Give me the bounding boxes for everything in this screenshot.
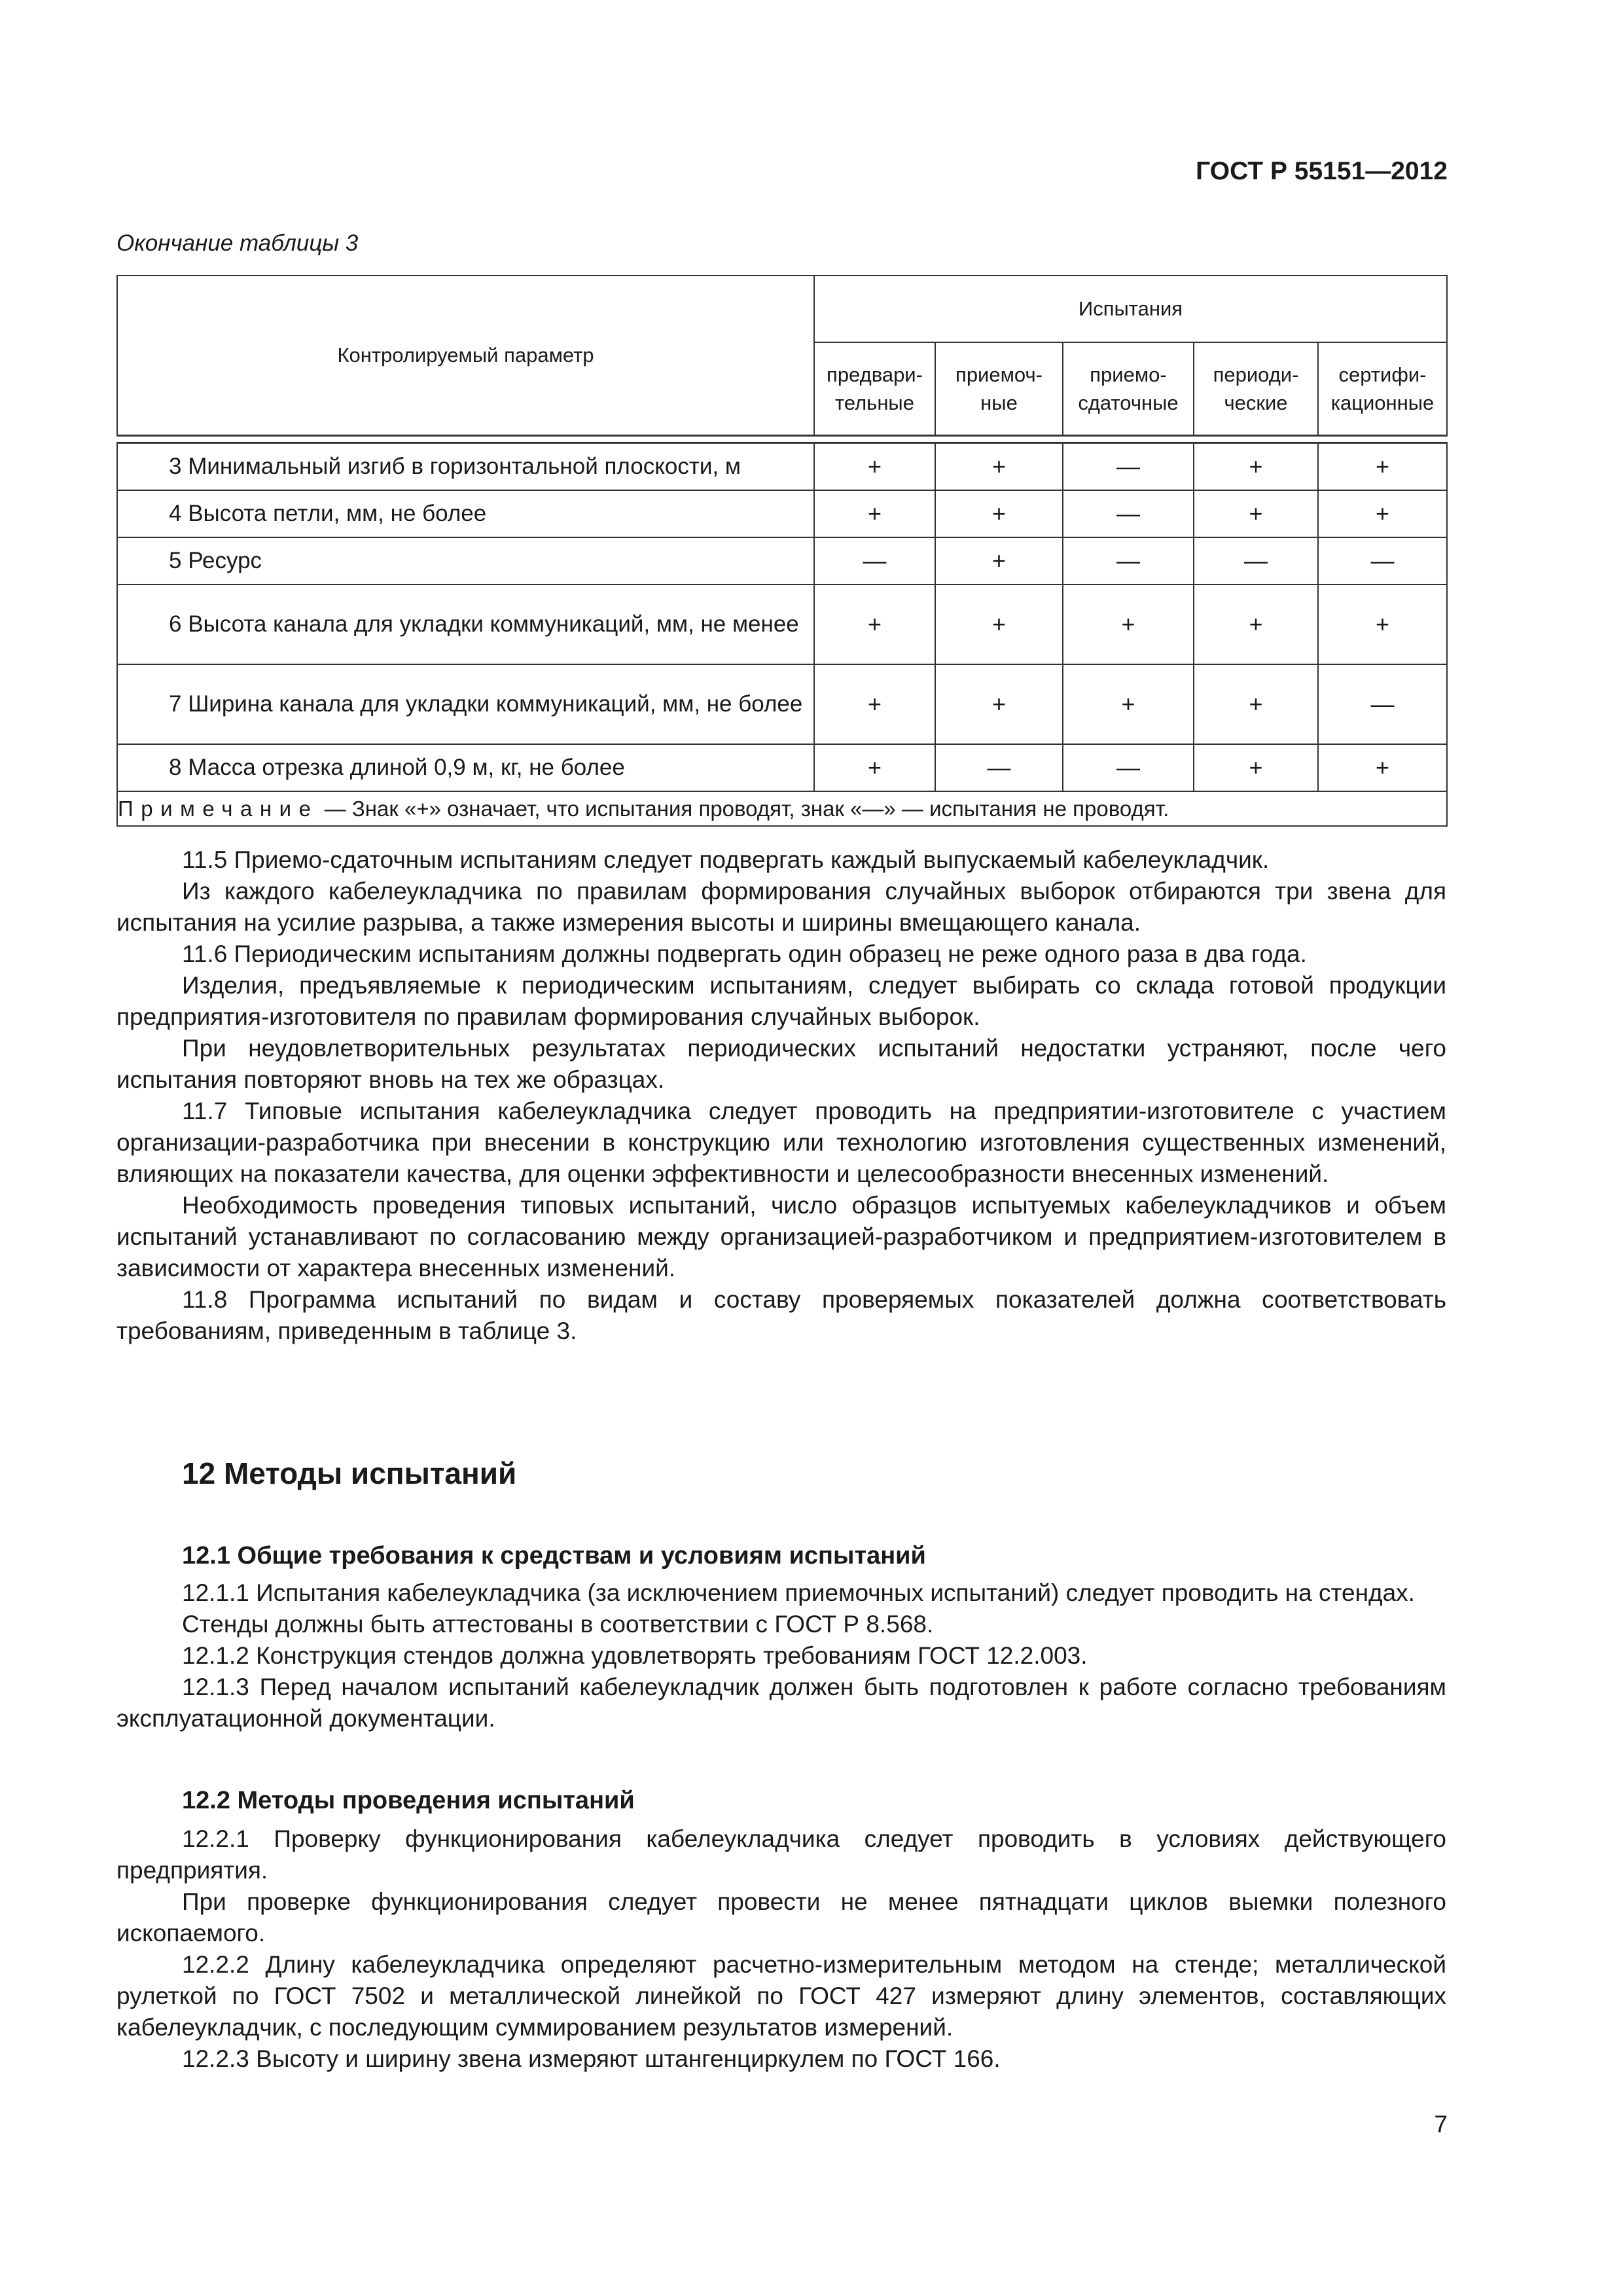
paragraph: 11.7 Типовые испытания кабелеукладчика следует проводить на предприятии-изготовителе с участием организации-разработчика при внесении в конструкцию или технологию изготовления существенных изменений, влияющих на показатели качества, для оценки эффективности и целесообразности внесенных изменений. — [116, 1098, 1446, 1187]
paragraph: Из каждого кабелеукладчика по правилам формирования случайных выборок отбираются три звена для испытания на усилие разрыва, а также измерения высоты и ширины вмещающего канала. — [116, 878, 1446, 936]
paragraph: 12.2.1 Проверку функционирования кабелеукладчика следует проводить в условиях действующего предприятия. — [116, 1825, 1446, 1884]
row-mark: — — [1194, 537, 1318, 584]
row-mark: + — [935, 584, 1063, 664]
table-row — [117, 490, 1447, 537]
paragraph: 11.6 Периодическим испытаниям должны подвергать один образец не реже одного раза в два года. — [182, 941, 1307, 967]
row-mark: + — [935, 443, 1063, 491]
header-preliminary: предвари- тельные — [814, 342, 935, 436]
table-row — [117, 584, 1447, 664]
header-certification: сертифи- кационные — [1318, 342, 1447, 436]
row-mark: + — [1194, 490, 1318, 537]
row-mark: + — [1063, 664, 1194, 744]
paragraph: 12.2.3 Высоту и ширину звена измеряют штангенциркулем по ГОСТ 166. — [182, 2045, 1001, 2072]
row-mark: + — [814, 664, 935, 744]
row-mark: + — [1063, 584, 1194, 664]
paragraph: Изделия, предъявляемые к периодическим испытаниям, следует выбирать со склада готовой продукции предприятия-изготовителя по правилам формирования случайных выборок. — [116, 972, 1446, 1030]
subsection-12-1-heading: 12.1 Общие требования к средствам и условиям испытаний — [182, 1542, 926, 1570]
standard-number: ГОСТ Р 55151—2012 — [1196, 157, 1448, 185]
row-mark: — — [1318, 664, 1447, 744]
paragraph: 11.8 Программа испытаний по видам и составу проверяемых показателей должна соответствовать требованиям, приведенным в таблице 3. — [116, 1286, 1446, 1344]
row-mark: + — [1318, 490, 1447, 537]
row-parameter: 3 Минимальный изгиб в горизонтальной плоскости, м — [117, 443, 814, 491]
header-acceptance: приемоч- ные — [935, 342, 1063, 436]
paragraph: Стенды должны быть аттестованы в соответствии с ГОСТ Р 8.568. — [182, 1611, 934, 1638]
row-mark: + — [1318, 443, 1447, 491]
subsection-12-2-heading: 12.2 Методы проведения испытаний — [182, 1787, 635, 1814]
section-11-text — [116, 844, 1446, 1347]
row-mark: + — [935, 537, 1063, 584]
row-mark: + — [814, 443, 935, 491]
row-mark: — — [814, 537, 935, 584]
paragraph: 12.1.1 Испытания кабелеукладчика (за исключением приемочных испытаний) следует проводить на стендах. — [182, 1579, 1415, 1606]
table-3 — [116, 275, 1448, 827]
header-delivery-acceptance: приемо- сдаточные — [1063, 342, 1194, 436]
row-parameter: 5 Ресурс — [117, 537, 814, 584]
row-parameter: 4 Высота петли, мм, не более — [117, 490, 814, 537]
row-mark: — — [1063, 490, 1194, 537]
paragraph: 12.1.3 Перед началом испытаний кабелеукладчик должен быть подготовлен к работе согласно требованиям эксплуатационной документации. — [116, 1674, 1446, 1732]
row-parameter: 8 Масса отрезка длиной 0,9 м, кг, не более — [117, 744, 814, 791]
table-row — [117, 537, 1447, 584]
row-mark: — — [1063, 537, 1194, 584]
table-note-row — [117, 791, 1447, 826]
header-tests: Испытания — [814, 276, 1447, 342]
row-mark: + — [814, 744, 935, 791]
note-text: — Знак «+» означает, что испытания проводят, знак «—» — испытания не проводят. — [318, 797, 1169, 821]
row-mark: + — [1194, 664, 1318, 744]
row-mark: — — [1063, 744, 1194, 791]
table-row — [117, 744, 1447, 791]
row-parameter: 6 Высота канала для укладки коммуникаций, мм, не менее — [117, 584, 814, 664]
page-number: 7 — [1434, 2111, 1448, 2138]
row-mark: + — [1318, 744, 1447, 791]
row-mark: + — [935, 664, 1063, 744]
paragraph: При проверке функционирования следует провести не менее пятнадцати циклов выемки полезного ископаемого. — [116, 1888, 1446, 1946]
header-separator — [117, 436, 1447, 443]
table-note — [117, 791, 1447, 826]
row-mark: + — [1318, 584, 1447, 664]
row-mark: + — [814, 584, 935, 664]
row-mark: + — [1194, 443, 1318, 491]
row-mark: + — [1194, 584, 1318, 664]
row-mark: — — [1063, 443, 1194, 491]
row-mark: — — [1318, 537, 1447, 584]
table-row — [117, 443, 1447, 491]
header-periodic: периоди- ческие — [1194, 342, 1318, 436]
row-parameter: 7 Ширина канала для укладки коммуникаций, мм, не более — [117, 664, 814, 744]
header-controlled-parameter: Контролируемый параметр — [117, 276, 814, 436]
section-12-heading: 12 Методы испытаний — [182, 1456, 517, 1490]
note-label: Примечание — [118, 797, 319, 821]
row-mark: + — [814, 490, 935, 537]
paragraph: При неудовлетворительных результатах периодических испытаний недостатки устраняют, после чего испытания повторяют вновь на тех же образцах. — [116, 1035, 1446, 1093]
paragraph: Необходимость проведения типовых испытаний, число образцов испытуемых кабелеукладчиков и объем испытаний устанавливают по согласованию между организацией-разработчиком и предприятием-изготовителем в зависимости от характера внесенных изменений. — [116, 1192, 1446, 1282]
row-mark: — — [935, 744, 1063, 791]
subsection-12-1-text — [116, 1577, 1446, 1734]
row-mark: + — [935, 490, 1063, 537]
paragraph: 12.2.2 Длину кабелеукладчика определяют расчетно-измерительным методом на стенде; металлической рулеткой по ГОСТ 7502 и металлической линейкой по ГОСТ 427 измеряют длину элементов, составляющих кабелеукладчик, с последующим суммированием результатов измерений. — [116, 1951, 1446, 2041]
paragraph: 11.5 Приемо-сдаточным испытаниям следует подвергать каждый выпускаемый кабелеукладчик. — [182, 846, 1270, 873]
table-row — [117, 664, 1447, 744]
subsection-12-2-text — [116, 1823, 1446, 2075]
paragraph: 12.1.2 Конструкция стендов должна удовлетворять требованиям ГОСТ 12.2.003. — [182, 1642, 1088, 1669]
row-mark: + — [1194, 744, 1318, 791]
table-caption: Окончание таблицы 3 — [116, 230, 359, 256]
